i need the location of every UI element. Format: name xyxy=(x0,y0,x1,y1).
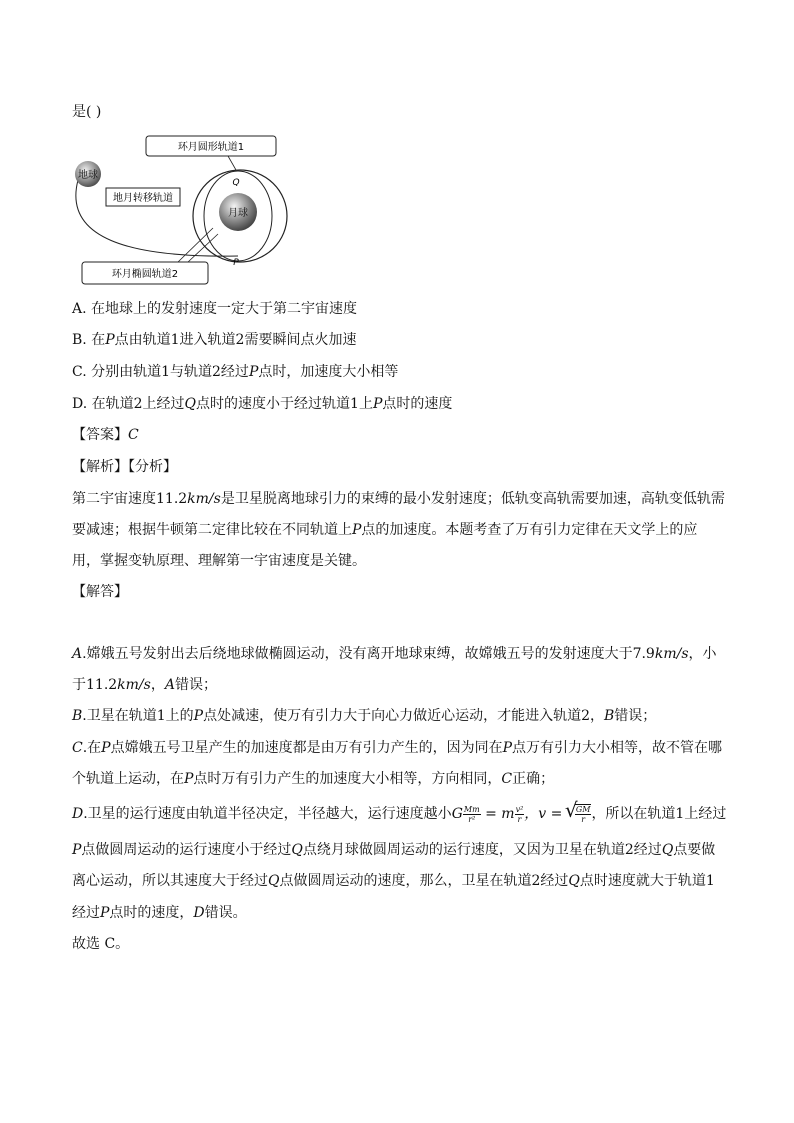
option-b: B. 在P点由轨道1进入轨道2需要瞬间点火加速 xyxy=(72,332,357,348)
sqrt-gm-r: √ $\frac{GM}{r}$ xyxy=(567,804,592,824)
solution-d-line2: P点做圆周运动的运行速度小于经过Q点绕月球做圆周运动的运行速度，又因为卫星在轨道2经过Q点要做 xyxy=(72,842,716,858)
option-d: D. 在轨道2上经过Q点时的速度小于经过轨道1上P点时的速度 xyxy=(72,396,453,412)
solution-d-line3: 离心运动，所以其速度大于经过Q点做圆周运动的速度，那么，卫星在轨道2经过Q点时速度就大于轨道1 xyxy=(72,873,715,889)
analysis-p1-line3: 用，掌握变轨原理、理解第一宇宙速度是关键。 xyxy=(72,553,366,569)
analysis-p1-line2: 要减速；根据牛顿第二定律比较在不同轨道上P点的加速度。本题考查了万有引力定律在天文学上的应 xyxy=(72,522,698,538)
solution-a-line2: 于11.2km/s，A错误； xyxy=(72,677,217,693)
solution-d-line4: 经过P点时的速度，D错误。 xyxy=(72,905,247,921)
question-tail: 是( ) xyxy=(72,104,102,120)
answer-line: 【答案】C xyxy=(72,427,139,443)
analysis-p1-line1: 第二宇宙速度11.2km/s是卫星脱离地球引力的束缚的最小发射速度；低轨变高轨需要加速，高轨变低轨需 xyxy=(72,491,725,507)
solution-c-line1: C.在P点嫦娥五号卫星产生的加速度都是由万有引力产生的，因为同在P点万有引力大小相等，故不管在哪 xyxy=(72,740,723,756)
label-elliptical-orbit-2: 环月椭圆轨道2 xyxy=(111,269,179,280)
solution-a-line1: A.嫦娥五号发射出去后绕地球做椭圆运动，没有离开地球束缚，故嫦娥五号的发射速度大于7.9km/s，小 xyxy=(72,646,717,662)
fraction-mm-r2: $\frac{Mm}{\text{r²}}$ xyxy=(463,804,480,824)
option-a: A. 在地球上的发射速度一定大于第二宇宙速度 xyxy=(72,301,358,317)
earth-label: 地球 xyxy=(78,170,98,181)
option-c: C. 分别由轨道1与轨道2经过P点时，加速度大小相等 xyxy=(72,364,399,380)
label-circle-orbit-1: 环月圆形轨道1 xyxy=(177,142,245,153)
final-choice: 故选 C。 xyxy=(72,936,130,952)
moon-label: 月球 xyxy=(228,208,248,219)
solution-d-line1: D.卫星的运行速度由轨道半径决定，半径越大，运行速度越小G $\frac{Mm}{\text{r²}}$ = m $\frac{\text{v²}}{r}$ ，v = √ $\frac{GM}{r}$ ，所以在轨道1上经过 xyxy=(72,804,726,824)
point-q: Q xyxy=(232,178,240,188)
point-p: P xyxy=(233,258,239,268)
solution-c-line2: 个轨道上运动，在P点时万有引力产生的加速度大小相等，方向相同，C正确； xyxy=(72,771,555,787)
analysis-label: 【解析】【分析】 xyxy=(72,459,177,475)
solution-b: B.卫星在轨道1上的P点处减速，使万有引力大于向心力做近心运动，才能进入轨道2，B错误； xyxy=(72,708,657,724)
fraction-v2-r: $\frac{\text{v²}}{r}$ xyxy=(515,804,524,824)
orbit-diagram xyxy=(68,128,308,288)
label-transfer-orbit: 地月转移轨道 xyxy=(113,193,173,204)
solution-label: 【解答】 xyxy=(72,584,128,600)
